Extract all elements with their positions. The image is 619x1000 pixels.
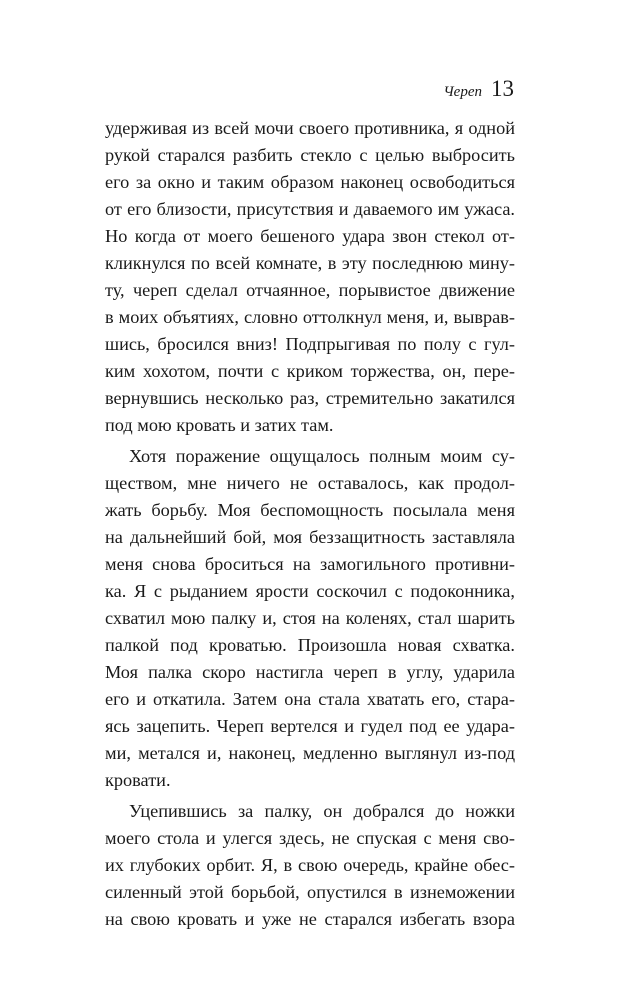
text-line: ту, череп сделал отчаянное, порывистое движение xyxy=(105,280,515,300)
paragraph xyxy=(105,798,515,933)
text-line: их глубоких орбит. Я, в свою очередь, крайне обес- xyxy=(105,855,515,875)
text-line: ществом, мне ничего не оставалось, как продол- xyxy=(105,473,515,493)
text-line: его за окно и таким образом наконец освободиться xyxy=(105,172,515,192)
text-line: ка. Я с рыданием ярости соскочил с подоконника, xyxy=(105,581,515,601)
text-line: его и откатила. Затем она стала хватать его, стара- xyxy=(105,689,515,709)
text-line: моего стола и улегся здесь, не спуская с меня сво- xyxy=(105,828,515,848)
text-line: на дальнейший бой, моя беззащитность заставляла xyxy=(105,527,515,547)
paragraph xyxy=(105,115,515,439)
text-line: ясь зацепить. Череп вертелся и гудел под ее удара- xyxy=(105,716,515,736)
text-line: кровати. xyxy=(105,770,171,790)
text-line: кликнулся по всей комнате, в эту последнюю мину- xyxy=(105,253,515,273)
body-text xyxy=(105,115,515,933)
paragraph xyxy=(105,443,515,794)
page-number: 13 xyxy=(491,76,514,101)
text-line: на свою кровать и уже не старался избегать взора xyxy=(105,909,515,929)
text-line: под мою кровать и затих там. xyxy=(105,415,334,435)
text-line: шись, бросился вниз! Подпрыгивая по полу с гул- xyxy=(105,334,515,354)
text-line: Уцепившись за палку, он добрался до ножки xyxy=(129,801,515,821)
running-title: Череп xyxy=(443,84,482,100)
text-line: силенный этой борьбой, опустился в изнеможении xyxy=(105,882,515,902)
text-line: ким хохотом, почти с криком торжества, он, пере- xyxy=(105,361,515,381)
text-line: жать борьбу. Моя беспомощность посылала меня xyxy=(105,500,515,520)
text-line: Моя палка скоро настигла череп в углу, ударила xyxy=(105,662,515,682)
text-line: палкой под кроватью. Произошла новая схватка. xyxy=(105,635,515,655)
text-line: Но когда от моего бешеного удара звон стекол от- xyxy=(105,226,515,246)
text-line: вернувшись несколько раз, стремительно закатился xyxy=(105,388,515,408)
running-head xyxy=(443,76,514,102)
text-line: схватил мою палку и, стоя на коленях, стал шарить xyxy=(105,608,515,628)
text-line: рукой старался разбить стекло с целью выбросить xyxy=(105,145,515,165)
text-line: от его близости, присутствия и даваемого им ужаса. xyxy=(105,199,515,219)
text-line: Хотя поражение ощущалось полным моим су- xyxy=(129,446,515,466)
text-line: в моих объятиях, словно оттолкнул меня, и, выврав- xyxy=(105,307,515,327)
text-line: удерживая из всей мочи своего противника, я одной xyxy=(105,118,515,138)
text-line: меня снова броситься на замогильного противни- xyxy=(105,554,515,574)
text-line: ми, метался и, наконец, медленно выглянул из-под xyxy=(105,743,515,763)
